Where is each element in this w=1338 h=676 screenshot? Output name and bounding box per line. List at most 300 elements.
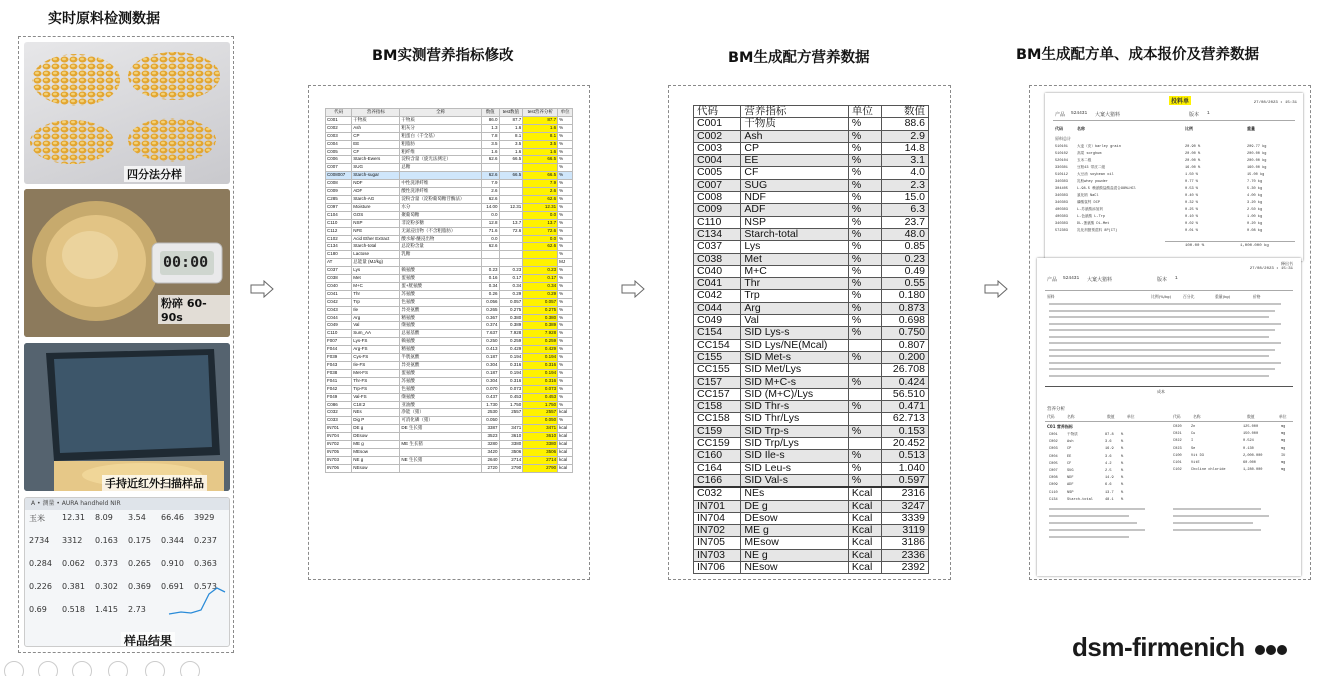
table-cell: 0.180 [882, 290, 929, 302]
table-cell: 3339 [882, 512, 929, 524]
table-cell: C044 [326, 314, 352, 322]
table-cell: 6.3 [882, 204, 929, 216]
table-cell: 粗脂肪 [400, 140, 481, 148]
table-cell: 3471 [523, 425, 558, 433]
table-cell: 粗蛋白（千全基） [400, 132, 481, 140]
photo-corn-quartering [24, 42, 230, 184]
table-cell: NFE [352, 227, 400, 235]
result-value: 玉米 [29, 514, 45, 523]
table-cell: F042 [326, 385, 352, 393]
table-cell: % [558, 148, 573, 156]
report-cell: 200.00 kg [1247, 159, 1267, 163]
table-cell: 1.730 [481, 401, 499, 409]
table-cell: % [558, 219, 573, 227]
table-cell: % [558, 369, 573, 377]
table-cell: 2336 [882, 549, 929, 561]
table-cell: 3280 [481, 441, 499, 449]
report-ingredient-row [1055, 158, 1295, 165]
table-cell: 0.304 [481, 377, 499, 385]
nutrient-line-placeholder [1173, 515, 1269, 517]
result-value: 2.73 [128, 605, 146, 614]
table-cell: 3.1 [882, 155, 929, 167]
table-cell: MJ [558, 259, 573, 267]
nutrient-cell: CF [1067, 461, 1072, 466]
table-cell: Acid Ether Extract [352, 235, 400, 243]
nutrient-row [1049, 490, 1159, 497]
cost-line-placeholder [1049, 342, 1281, 344]
table-cell: 0.750 [882, 327, 929, 339]
result-value: 1.415 [95, 605, 118, 614]
table-row [326, 275, 573, 283]
table-cell: 3.5 [523, 140, 558, 148]
table-cell: % [848, 401, 881, 413]
table-cell: 3186 [882, 537, 929, 549]
table-cell: ADF [352, 188, 400, 196]
table-cell: 0.597 [882, 474, 929, 487]
table-cell: 4.0 [882, 167, 929, 179]
table-row [694, 253, 929, 265]
table-row [326, 116, 573, 124]
table-row [326, 369, 573, 377]
table-cell [499, 243, 523, 251]
photo-nir-scanning [24, 343, 230, 491]
table-cell: % [558, 354, 573, 362]
nutrient-cell: 48.1 [1105, 497, 1114, 502]
table-row [694, 351, 929, 363]
table-cell: 87.7 [499, 116, 523, 124]
nutrient-line-placeholder [1173, 508, 1261, 510]
table-cell: IN704 [694, 512, 741, 524]
table-cell: 0.389 [499, 322, 523, 330]
prev-slide-icon[interactable] [4, 661, 24, 676]
cost-line-placeholder [1049, 329, 1275, 331]
nutrient-cell: % [1121, 454, 1124, 459]
result-value: 0.910 [161, 559, 184, 568]
table-cell: 0.265 [481, 306, 499, 314]
table-row [694, 450, 929, 462]
column-header: 单位 [558, 109, 573, 117]
table-cell: IN703 [326, 456, 352, 464]
table-cell: % [848, 142, 881, 154]
report2-nutrient-header: 单位 [1279, 414, 1287, 419]
nutrient-cell: % [1121, 483, 1124, 488]
nutrient-cell: C110 [1049, 490, 1058, 495]
caption-grinding: 粉碎 60-90s [158, 295, 230, 324]
table-cell: C006 [326, 156, 352, 164]
report2-nutrient-title: 营养分析 [1047, 407, 1065, 412]
table-cell: Val-FS [352, 393, 400, 401]
table-cell: 8.1 [499, 132, 523, 140]
table-cell [499, 164, 523, 172]
report-ingredient-row [1055, 151, 1295, 158]
table-cell: 66.5 [499, 172, 523, 180]
table-cell: C049 [326, 322, 352, 330]
photo-grinding [24, 189, 230, 337]
table-cell: 异亮氨酸 [400, 362, 481, 370]
table-cell: 7.8 [481, 132, 499, 140]
report2-cost-total-label: 成本 [1157, 389, 1165, 394]
report-cell: 0.53 % [1185, 187, 1198, 191]
table-cell: C164 [694, 462, 741, 474]
table-cell: 3380 [499, 441, 523, 449]
table-cell: Kcal [848, 537, 881, 549]
table-cell: NEs [741, 487, 848, 500]
table-cell: % [848, 130, 881, 142]
table-cell: 88.6 [882, 118, 929, 130]
report-cell: 20.00 % [1185, 152, 1201, 156]
result-value: 0.344 [161, 536, 184, 545]
table-row [326, 448, 573, 456]
arrow-right-icon [984, 280, 1008, 298]
table-cell: 13.7 [499, 219, 523, 227]
table-cell: % [848, 155, 881, 167]
nutrient-row [1049, 482, 1159, 489]
caption-quartering: 四分法分样 [124, 166, 185, 182]
table-cell: 2790 [499, 464, 523, 472]
report-cell: 氯化钠 NaCl [1077, 194, 1099, 198]
table-row [326, 306, 573, 314]
table-cell: F043 [326, 362, 352, 370]
table-cell: CC155 [694, 364, 741, 376]
report2-nutrients-right [1173, 424, 1293, 474]
result-value: 0.302 [95, 582, 118, 591]
table-cell: 中性洗涤纤维 [400, 180, 481, 188]
table-cell: % [848, 118, 881, 130]
report-cell: 0.32 % [1185, 201, 1198, 205]
table-cell: C102 [326, 235, 352, 243]
report-date: 27/08/2023 • 15:31 [1253, 101, 1297, 105]
table-cell: Starch-AG [352, 195, 400, 203]
table-cell: C005 [326, 148, 352, 156]
table-cell: 1.750 [523, 401, 558, 409]
slides-grid-icon[interactable] [108, 661, 128, 676]
table-cell: 0.429 [523, 346, 558, 354]
table-cell: SID Lys-s [741, 327, 848, 339]
cost-line-placeholder [1049, 349, 1275, 351]
report2-cost-divider [1045, 386, 1293, 387]
table-cell: C038 [694, 253, 741, 265]
table-cell: 7.9 [481, 180, 499, 188]
column-header: 数值 [481, 109, 499, 117]
table-cell: Met-FS [352, 369, 400, 377]
report-version-label: 版本 [1189, 112, 1200, 118]
nutrient-cell: 0.130 [1243, 446, 1254, 451]
report2-nutrient-header: 数值 [1107, 414, 1115, 419]
cost-line-placeholder [1049, 336, 1269, 338]
table-cell: 3.5 [499, 140, 523, 148]
nutrient-cell: % [1121, 433, 1124, 437]
table-row [326, 188, 573, 196]
nutrient-cell: % [1121, 468, 1124, 473]
pen-icon[interactable] [72, 661, 92, 676]
nutrient-cell: Cu [1191, 432, 1196, 437]
table-row [694, 118, 929, 130]
nir-device-graphic [24, 343, 230, 491]
table-cell: % [848, 192, 881, 204]
timer-display: 00:00 [163, 253, 209, 271]
report2-nutrient-header: 名称 [1067, 414, 1075, 419]
report-ingredient-row [1055, 228, 1295, 235]
table-cell: 0.187 [481, 354, 499, 362]
table-cell: 3506 [499, 448, 523, 456]
report-cell: 160.00 kg [1247, 166, 1267, 170]
report-ingredient-row [1055, 214, 1295, 221]
table-cell: % [848, 376, 881, 388]
report2-divider [1045, 290, 1293, 291]
table-cell: 0.85 [882, 241, 929, 253]
table-cell: C032 [326, 409, 352, 417]
table-cell: % [558, 346, 573, 354]
table-row [326, 298, 573, 306]
table-cell: % [848, 167, 881, 179]
table-cell [848, 339, 881, 351]
table-cell: 0.34 [481, 282, 499, 290]
nutrient-cell: C100 [1173, 453, 1182, 458]
table-cell: % [848, 253, 881, 265]
table-row [694, 241, 929, 253]
report2-nutrient-header: 名称 [1193, 414, 1201, 419]
table-row [694, 278, 929, 290]
report-column-header: 代码 [1055, 126, 1063, 131]
table-cell [400, 172, 481, 180]
table-cell [848, 388, 881, 400]
table-cell [499, 251, 523, 259]
table-cell: C086 [326, 401, 352, 409]
nutrient-cell: CP [1067, 447, 1072, 452]
table-cell: 62.6 [481, 243, 499, 251]
table-cell: 0.23 [481, 267, 499, 275]
nutrient-row [1173, 424, 1293, 431]
table-cell: ADF [741, 204, 848, 216]
nutrient-cell: C134 [1049, 497, 1058, 502]
nutrient-row [1173, 453, 1293, 460]
table-cell: 0.056 [481, 298, 499, 306]
table-cell: % [848, 290, 881, 302]
table-cell: 0.873 [882, 302, 929, 314]
report-cell: 330301 [1055, 166, 1068, 170]
table-cell: CF [352, 148, 400, 156]
table-cell: C110 [694, 216, 741, 228]
table-cell: 62.713 [882, 413, 929, 425]
report2-page-label: 释出书 [1281, 261, 1293, 266]
next-slide-icon[interactable] [38, 661, 58, 676]
table-cell: Dig P [352, 417, 400, 425]
table-row [326, 393, 573, 401]
table-cell: % [558, 306, 573, 314]
table-row [326, 180, 573, 188]
table-cell: IN701 [326, 425, 352, 433]
nutrient-cell: 6.6 [1105, 483, 1112, 488]
table-cell: % [558, 124, 573, 132]
table-cell: 聚葡萄糖 [400, 211, 481, 219]
zoom-icon[interactable] [145, 661, 165, 676]
table-cell: 1.6 [481, 148, 499, 156]
report-cell: 5.30 kg [1247, 187, 1263, 191]
table-cell: 3506 [523, 448, 558, 456]
table-cell: 56.510 [882, 388, 929, 400]
table-row [326, 441, 573, 449]
report-ingredient-row [1055, 186, 1295, 193]
table-cell: SID Met/Lys [741, 364, 848, 376]
table-cell: CC159 [694, 438, 741, 450]
report-column-header: 名称 [1077, 126, 1085, 131]
report-cell: 304405 [1055, 187, 1068, 191]
table-cell [499, 195, 523, 203]
table-cell: C158 [694, 401, 741, 413]
table-cell [523, 259, 558, 267]
column-header: test营养分析 [523, 109, 558, 117]
table-cell: 干物质 [741, 118, 848, 130]
nutrient-cell: C101 [1173, 460, 1182, 465]
table-cell: 48.0 [882, 228, 929, 240]
table-row [326, 409, 573, 417]
table-cell: DEsow [352, 433, 400, 441]
result-value: 3929 [194, 513, 215, 522]
table-cell: 86.0 [481, 116, 499, 124]
report2-header: 百分比 [1183, 294, 1195, 299]
table-cell: 12.8 [481, 219, 499, 227]
table-cell: 3247 [882, 500, 929, 512]
table-cell: SID Met-s [741, 351, 848, 363]
table-cell [499, 211, 523, 219]
table-cell: 2557 [523, 409, 558, 417]
report-document-primary [1045, 93, 1303, 261]
table-cell: C004 [694, 155, 741, 167]
table-cell: C18:2 [352, 401, 400, 409]
report2-date: 27/08/2023 • 15:31 [1249, 267, 1293, 271]
table-row [694, 315, 929, 327]
report2-footer-left: C01 营养指标 [1047, 424, 1073, 429]
table-cell: % [848, 179, 881, 191]
table-cell: IN705 [326, 448, 352, 456]
report-document-secondary [1037, 258, 1301, 576]
table-cell: NEs [352, 409, 400, 417]
nutrient-cell: 1,280.000 [1243, 468, 1263, 473]
table-cell: % [558, 362, 573, 370]
table-cell: C001 [326, 116, 352, 124]
report-cell: 玉米二级 [1077, 159, 1092, 163]
table-cell: 0.453 [499, 393, 523, 401]
table-cell: C157 [694, 376, 741, 388]
table-cell: C285 [326, 195, 352, 203]
table-cell: SID M+C-s [741, 376, 848, 388]
table-cell: C002 [694, 130, 741, 142]
table-cell: % [848, 265, 881, 277]
nutrient-cell: Zn [1191, 425, 1196, 429]
table-row [326, 227, 573, 235]
report-ingredient-row [1055, 144, 1295, 151]
table-cell: Ile [352, 306, 400, 314]
table-row [694, 327, 929, 339]
table-cell: Thr-FS [352, 377, 400, 385]
more-options-icon[interactable] [180, 661, 200, 676]
table-cell: % [558, 385, 573, 393]
table-cell: 0.050 [523, 417, 558, 425]
report2-header: 价格 [1253, 294, 1261, 299]
table-cell: 12.31 [499, 203, 523, 211]
table-cell: Lactose [352, 251, 400, 259]
nutrient-cell: 14.9 [1105, 476, 1114, 481]
column-header: 代码 [326, 109, 352, 117]
nutrient-cell: 87.8 [1105, 433, 1114, 437]
report-cell: 572303 [1055, 229, 1068, 233]
report-cell: 400303 [1055, 208, 1068, 212]
table-cell: 2714 [499, 456, 523, 464]
table-cell: 0.194 [499, 354, 523, 362]
report-ingredient-row [1055, 179, 1295, 186]
table-cell: 71.6 [481, 227, 499, 235]
table-cell: 62.6 [481, 172, 499, 180]
bm-modify-table [325, 108, 573, 473]
nutrient-line-placeholder [1049, 508, 1145, 510]
table-cell: IN702 [326, 441, 352, 449]
nutrient-row [1049, 461, 1159, 468]
table-cell: C003 [326, 132, 352, 140]
table-cell: 62.6 [523, 243, 558, 251]
table-cell: 色氨酸 [400, 385, 481, 393]
table-cell: 0.200 [882, 351, 929, 363]
table-row [694, 216, 929, 228]
nutrient-row [1173, 438, 1293, 445]
report2-product-label: 产品 [1047, 277, 1058, 283]
report-ingredient-row [1055, 200, 1295, 207]
report2-nutrient-header: 代码 [1173, 414, 1181, 419]
table-row [326, 330, 573, 338]
table-cell: Sum_AA [352, 330, 400, 338]
report-cell: DL-蛋氨酸 DL-Met [1077, 222, 1110, 226]
table-row [694, 130, 929, 142]
result-value: 0.237 [194, 536, 217, 545]
table-cell: 3387 [481, 425, 499, 433]
table-cell: 7.9 [523, 180, 558, 188]
report2-header: 原料 [1047, 294, 1055, 299]
table-cell: 2316 [882, 487, 929, 500]
column-header: test数值 [499, 109, 523, 117]
table-row [694, 487, 929, 500]
table-cell: % [558, 298, 573, 306]
table-cell: 2.9 [882, 130, 929, 142]
table-cell [400, 448, 481, 456]
table-cell: 7.928 [499, 330, 523, 338]
table-cell [400, 464, 481, 472]
table-cell: 0.057 [523, 298, 558, 306]
table-cell: Kcal [848, 561, 881, 573]
table-cell: 0.070 [481, 385, 499, 393]
table-cell: Ile-FS [352, 362, 400, 370]
photo-result-screen [24, 497, 230, 647]
table-cell: DE g [352, 425, 400, 433]
table-cell: % [558, 267, 573, 275]
table-cell: NE g [352, 456, 400, 464]
nutrient-cell: SUG [1067, 468, 1074, 473]
table-row [326, 377, 573, 385]
table-cell: 0.429 [499, 346, 523, 354]
table-row [694, 438, 929, 450]
nutrient-cell: C021 [1173, 432, 1182, 437]
table-row [694, 155, 929, 167]
report2-nutrients-left [1049, 432, 1159, 504]
cost-line-placeholder [1049, 362, 1281, 364]
result-value: 0.381 [62, 582, 85, 591]
table-cell: 1.6 [523, 124, 558, 132]
brand-dot [1266, 645, 1276, 655]
table-cell: % [558, 116, 573, 124]
table-row [326, 211, 573, 219]
table-cell: kcal [558, 448, 573, 456]
report-title: 投料单 [1171, 98, 1190, 105]
table-row [326, 322, 573, 330]
table-cell: % [558, 203, 573, 211]
